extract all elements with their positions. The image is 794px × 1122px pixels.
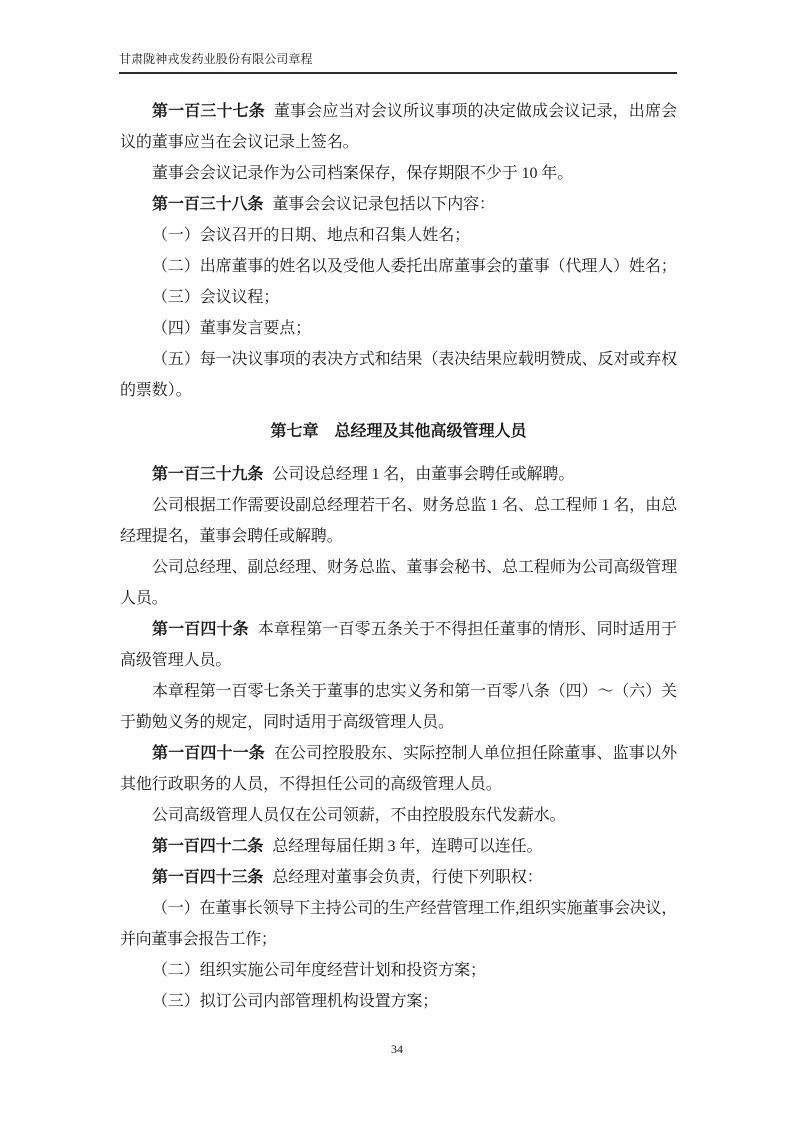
paragraph — [120, 552, 677, 614]
paragraph — [120, 800, 677, 831]
paragraph-text: （三）会议议程； — [152, 289, 280, 306]
paragraph — [120, 831, 677, 862]
paragraph — [120, 344, 677, 406]
paragraph-text: 公司总经理、副总经理、财务总监、董事会秘书、总工程师为公司高级管理人员。 — [120, 559, 677, 607]
paragraph-text: （四）董事发言要点； — [152, 320, 312, 337]
article-number: 第一百三十七条 — [152, 103, 265, 120]
article-number: 第一百三十八条 — [152, 196, 264, 213]
page-header — [119, 52, 677, 74]
paragraph-text: （一）会议召开的日期、地点和召集人姓名； — [152, 227, 471, 244]
paragraph-text: （二）出席董事的姓名以及受他人委托出席董事会的董事（代理人）姓名； — [152, 258, 677, 275]
paragraph-text: 董事会应当对会议所议事项的决定做成会议记录，出席会议的董事应当在会议记录上签名。 — [120, 103, 677, 151]
paragraph-text: 总经理对董事会负责，行使下列职权： — [272, 869, 543, 886]
paragraph — [120, 158, 677, 189]
paragraph-text: 本章程第一百零五条关于不得担任董事的情形、同时适用于高级管理人员。 — [120, 621, 677, 669]
paragraph — [120, 220, 677, 251]
paragraph — [120, 614, 677, 676]
article-number: 第一百四十二条 — [152, 838, 264, 855]
paragraph-text: 总经理每届任期 3 年，连聘可以连任。 — [272, 838, 543, 855]
paragraph — [120, 955, 677, 986]
paragraph — [120, 96, 677, 158]
paragraph — [120, 490, 677, 552]
paragraph — [120, 282, 677, 313]
header-title: 甘肃陇神戎发药业股份有限公司章程 — [119, 52, 313, 66]
paragraph-text: 董事会会议记录作为公司档案保存，保存期限不少于 10 年。 — [152, 165, 574, 182]
paragraph — [120, 986, 677, 1017]
paragraph-text: （一）在董事长领导下主持公司的生产经营管理工作,组织实施董事会决议，并向董事会报告工作； — [120, 900, 677, 948]
page-footer — [0, 1040, 794, 1058]
paragraph-text: （二）组织实施公司年度经营计划和投资方案； — [152, 962, 486, 979]
paragraph-text: （三）拟订公司内部管理机构设置方案； — [152, 993, 439, 1010]
document-body — [120, 96, 677, 1017]
paragraph — [120, 251, 677, 282]
paragraph — [120, 738, 677, 800]
paragraph-text: 本章程第一百零七条关于董事的忠实义务和第一百零八条（四）～（六）关于勤勉义务的规定，同时适用于高级管理人员。 — [120, 683, 677, 731]
page-number: 34 — [391, 1042, 403, 1056]
paragraph-text: 在公司控股股东、实际控制人单位担任除董事、监事以外其他行政职务的人员，不得担任公司的高级管理人员。 — [120, 745, 677, 793]
article-number: 第一百三十九条 — [152, 466, 264, 483]
paragraph — [120, 313, 677, 344]
paragraph-text: （五）每一决议事项的表决方式和结果（表决结果应载明赞成、反对或弃权的票数）。 — [120, 351, 677, 399]
article-number: 第一百四十条 — [152, 621, 249, 638]
paragraph-text: 公司高级管理人员仅在公司领薪，不由控股股东代发薪水。 — [152, 807, 566, 824]
paragraph — [120, 862, 677, 893]
paragraph — [120, 459, 677, 490]
paragraph-text: 董事会会议记录包括以下内容： — [272, 196, 495, 213]
article-number: 第一百四十一条 — [152, 745, 265, 762]
paragraph-text: 公司设总经理 1 名，由董事会聘任或解聘。 — [272, 466, 575, 483]
chapter-heading: 第七章 总经理及其他高级管理人员 — [270, 423, 527, 440]
paragraph — [120, 189, 677, 220]
article-number: 第一百四十三条 — [152, 869, 264, 886]
paragraph — [120, 676, 677, 738]
paragraph-text: 公司根据工作需要设副总经理若干名、财务总监 1 名、总工程师 1 名，由总经理提名，董事会聘任或解聘。 — [120, 497, 677, 545]
paragraph — [120, 893, 677, 955]
